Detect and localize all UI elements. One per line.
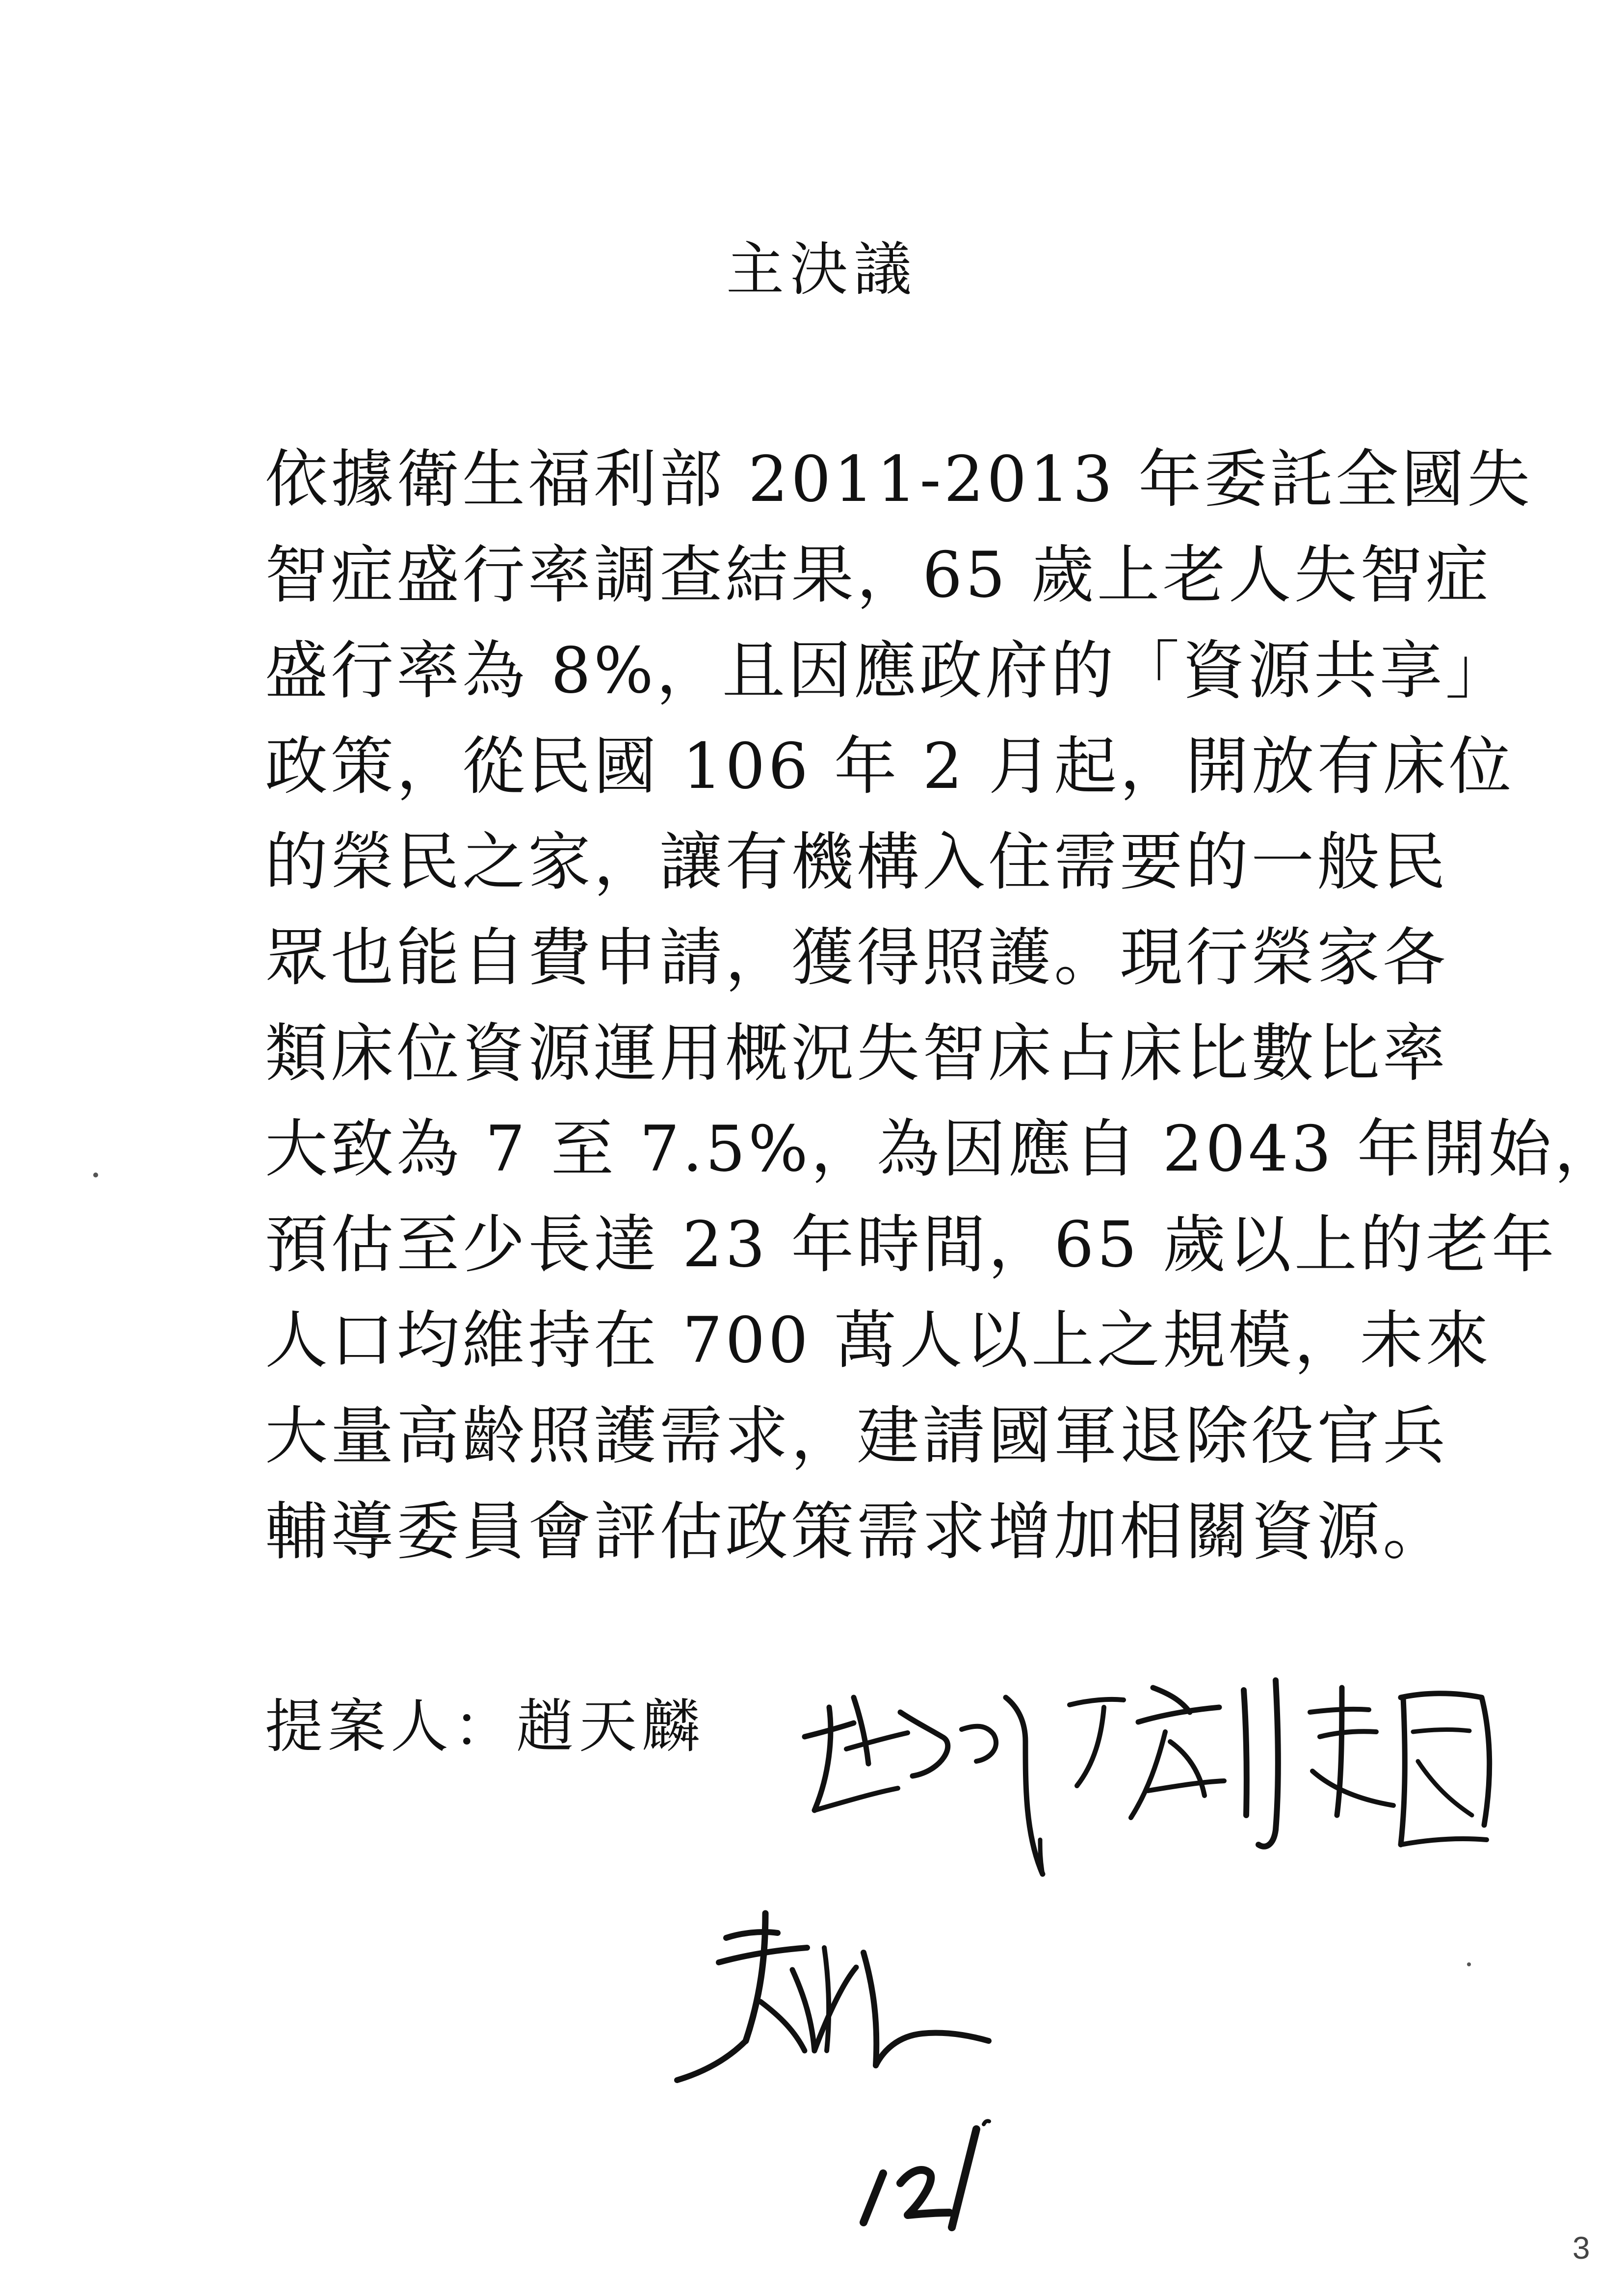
- body-line: 眾也能自費申請，獲得照護。現行榮家各: [265, 921, 1449, 994]
- body-line: 智症盛行率調查結果，65 歲上老人失智症: [265, 539, 1492, 612]
- scan-speck: [1467, 1962, 1471, 1966]
- body-line: 盛行率為 8%，且因應政府的「資源共享」: [265, 634, 1511, 707]
- body-line: 政策，從民國 106 年 2 月起，開放有床位: [265, 730, 1515, 803]
- page-number: [854, 2110, 1001, 2247]
- resolution-body: [265, 432, 1620, 1580]
- corner-number: 3: [1572, 2230, 1590, 2266]
- body-line: 類床位資源運用概況失智床占床比數比率: [265, 1017, 1449, 1090]
- scan-speck: [93, 1173, 98, 1177]
- page-number-text: 121: [927, 2174, 937, 2180]
- signature-lower: [667, 1904, 1001, 2110]
- body-line: 預估至少長達 23 年時間，65 歲以上的老年: [265, 1208, 1557, 1281]
- body-line: 輔導委員會評估政策需求增加相關資源。: [265, 1495, 1449, 1568]
- proposer-line: 提案人：趙天麟: [265, 1693, 705, 1760]
- body-line: 大量高齡照護需求，建請國軍退除役官兵: [265, 1400, 1449, 1473]
- body-line: 大致為 7 至 7.5%，為因應自 2043 年開始，: [265, 1113, 1620, 1186]
- signature-liu: [1119, 1668, 1501, 1879]
- resolution-title: 主決議: [726, 235, 918, 303]
- body-line: 的榮民之家，讓有機構入住需要的一般民: [265, 826, 1449, 899]
- body-line: 依據衛生福利部 2011-2013 年委託全國失: [265, 443, 1533, 516]
- body-line: 人口均維持在 700 萬人以上之規模，未來: [265, 1304, 1492, 1377]
- signature-zhao: [795, 1678, 1148, 1889]
